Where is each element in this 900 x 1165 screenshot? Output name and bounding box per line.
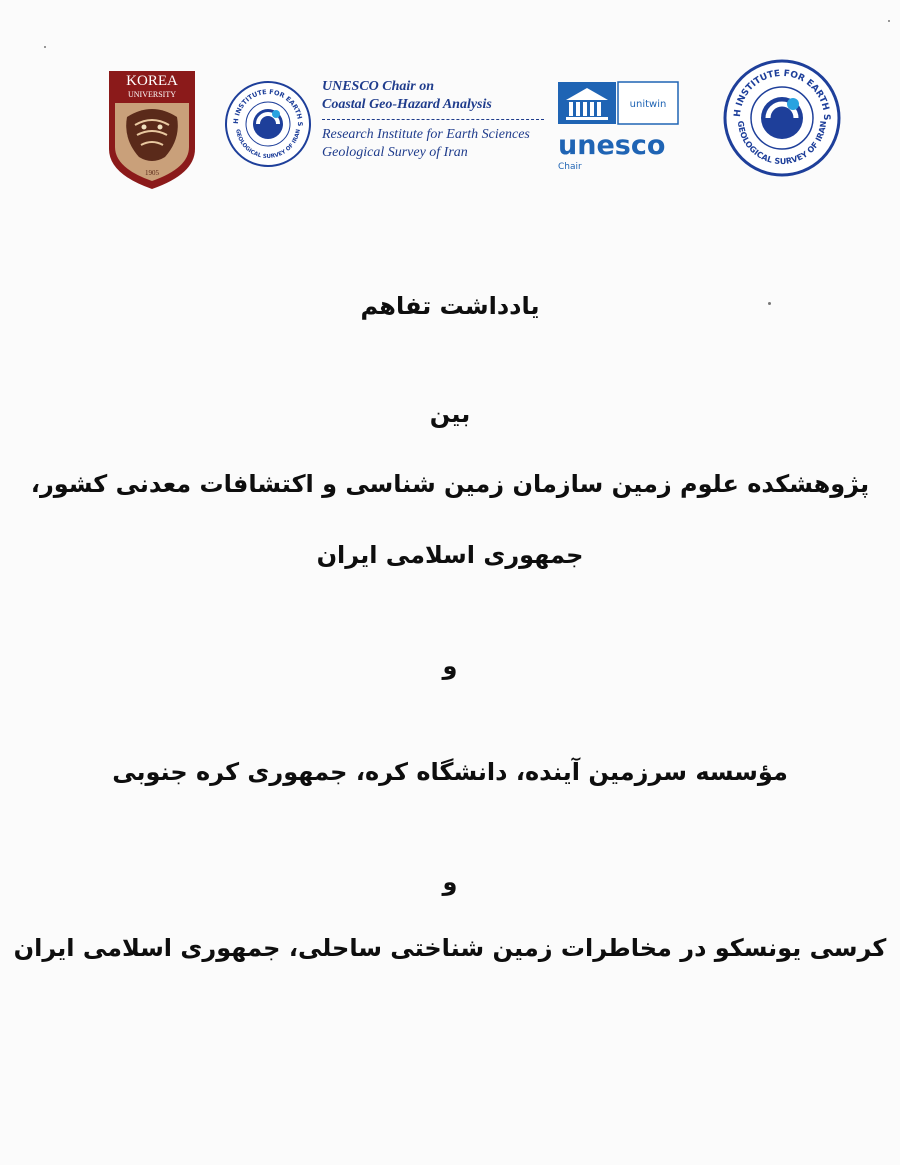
unesco-chair-word: Chair: [558, 162, 582, 172]
unesco-chair-logo: [556, 80, 684, 172]
rigs-large-bottom-text: GEOLOGICAL SURVEY OF IRAN: [735, 120, 829, 167]
korea-name: KOREA: [126, 73, 178, 89]
scan-speck: [888, 20, 890, 22]
document-title: یادداشت تفاهم: [360, 292, 540, 320]
rigs-seal-small: [224, 80, 312, 168]
unesco-word: unesco: [558, 130, 666, 161]
unesco-chair-line4: Geological Survey of Iran: [322, 145, 468, 160]
party1-line2: جمهوری اسلامی ایران: [316, 541, 584, 569]
unesco-chair-caption: [322, 78, 552, 162]
korea-year: 1905: [145, 169, 159, 177]
korea-university-logo: [107, 69, 197, 191]
unesco-chair-line3: Research Institute for Earth Sciences: [322, 127, 530, 142]
between-label: بین: [429, 400, 471, 428]
caption-divider: [322, 119, 544, 120]
unitwin-text: unitwin: [629, 99, 667, 110]
scan-speck: [768, 302, 771, 305]
scan-speck: [44, 46, 46, 48]
rigs-small-ring-text: H INSTITUTE FOR EARTH S: [231, 87, 305, 127]
rigs-small-bottom-text: GEOLOGICAL SURVEY OF IRAN: [234, 128, 302, 161]
rigs-seal-large: [722, 58, 842, 178]
and-conjunction-1: و: [442, 652, 458, 680]
unesco-chair-line2: Coastal Geo-Hazard Analysis: [322, 97, 492, 112]
rigs-large-ring-text: H INSTITUTE FOR EARTH S: [732, 68, 832, 121]
korea-sub: UNIVERSITY: [128, 90, 176, 99]
party3-name: کرسی یونسکو در مخاطرات زمین شناختی ساحلی، جمهوری اسلامی ایران: [13, 934, 887, 962]
and-conjunction-2: و: [442, 868, 458, 896]
party2-name: مؤسسه سرزمین آینده، دانشگاه کره، جمهوری کره جنوبی: [112, 758, 788, 786]
unesco-chair-line1: UNESCO Chair on: [322, 79, 435, 94]
party1-line1: پژوهشکده علوم زمین سازمان زمین شناسی و اکتشافات معدنی کشور،: [30, 470, 870, 498]
